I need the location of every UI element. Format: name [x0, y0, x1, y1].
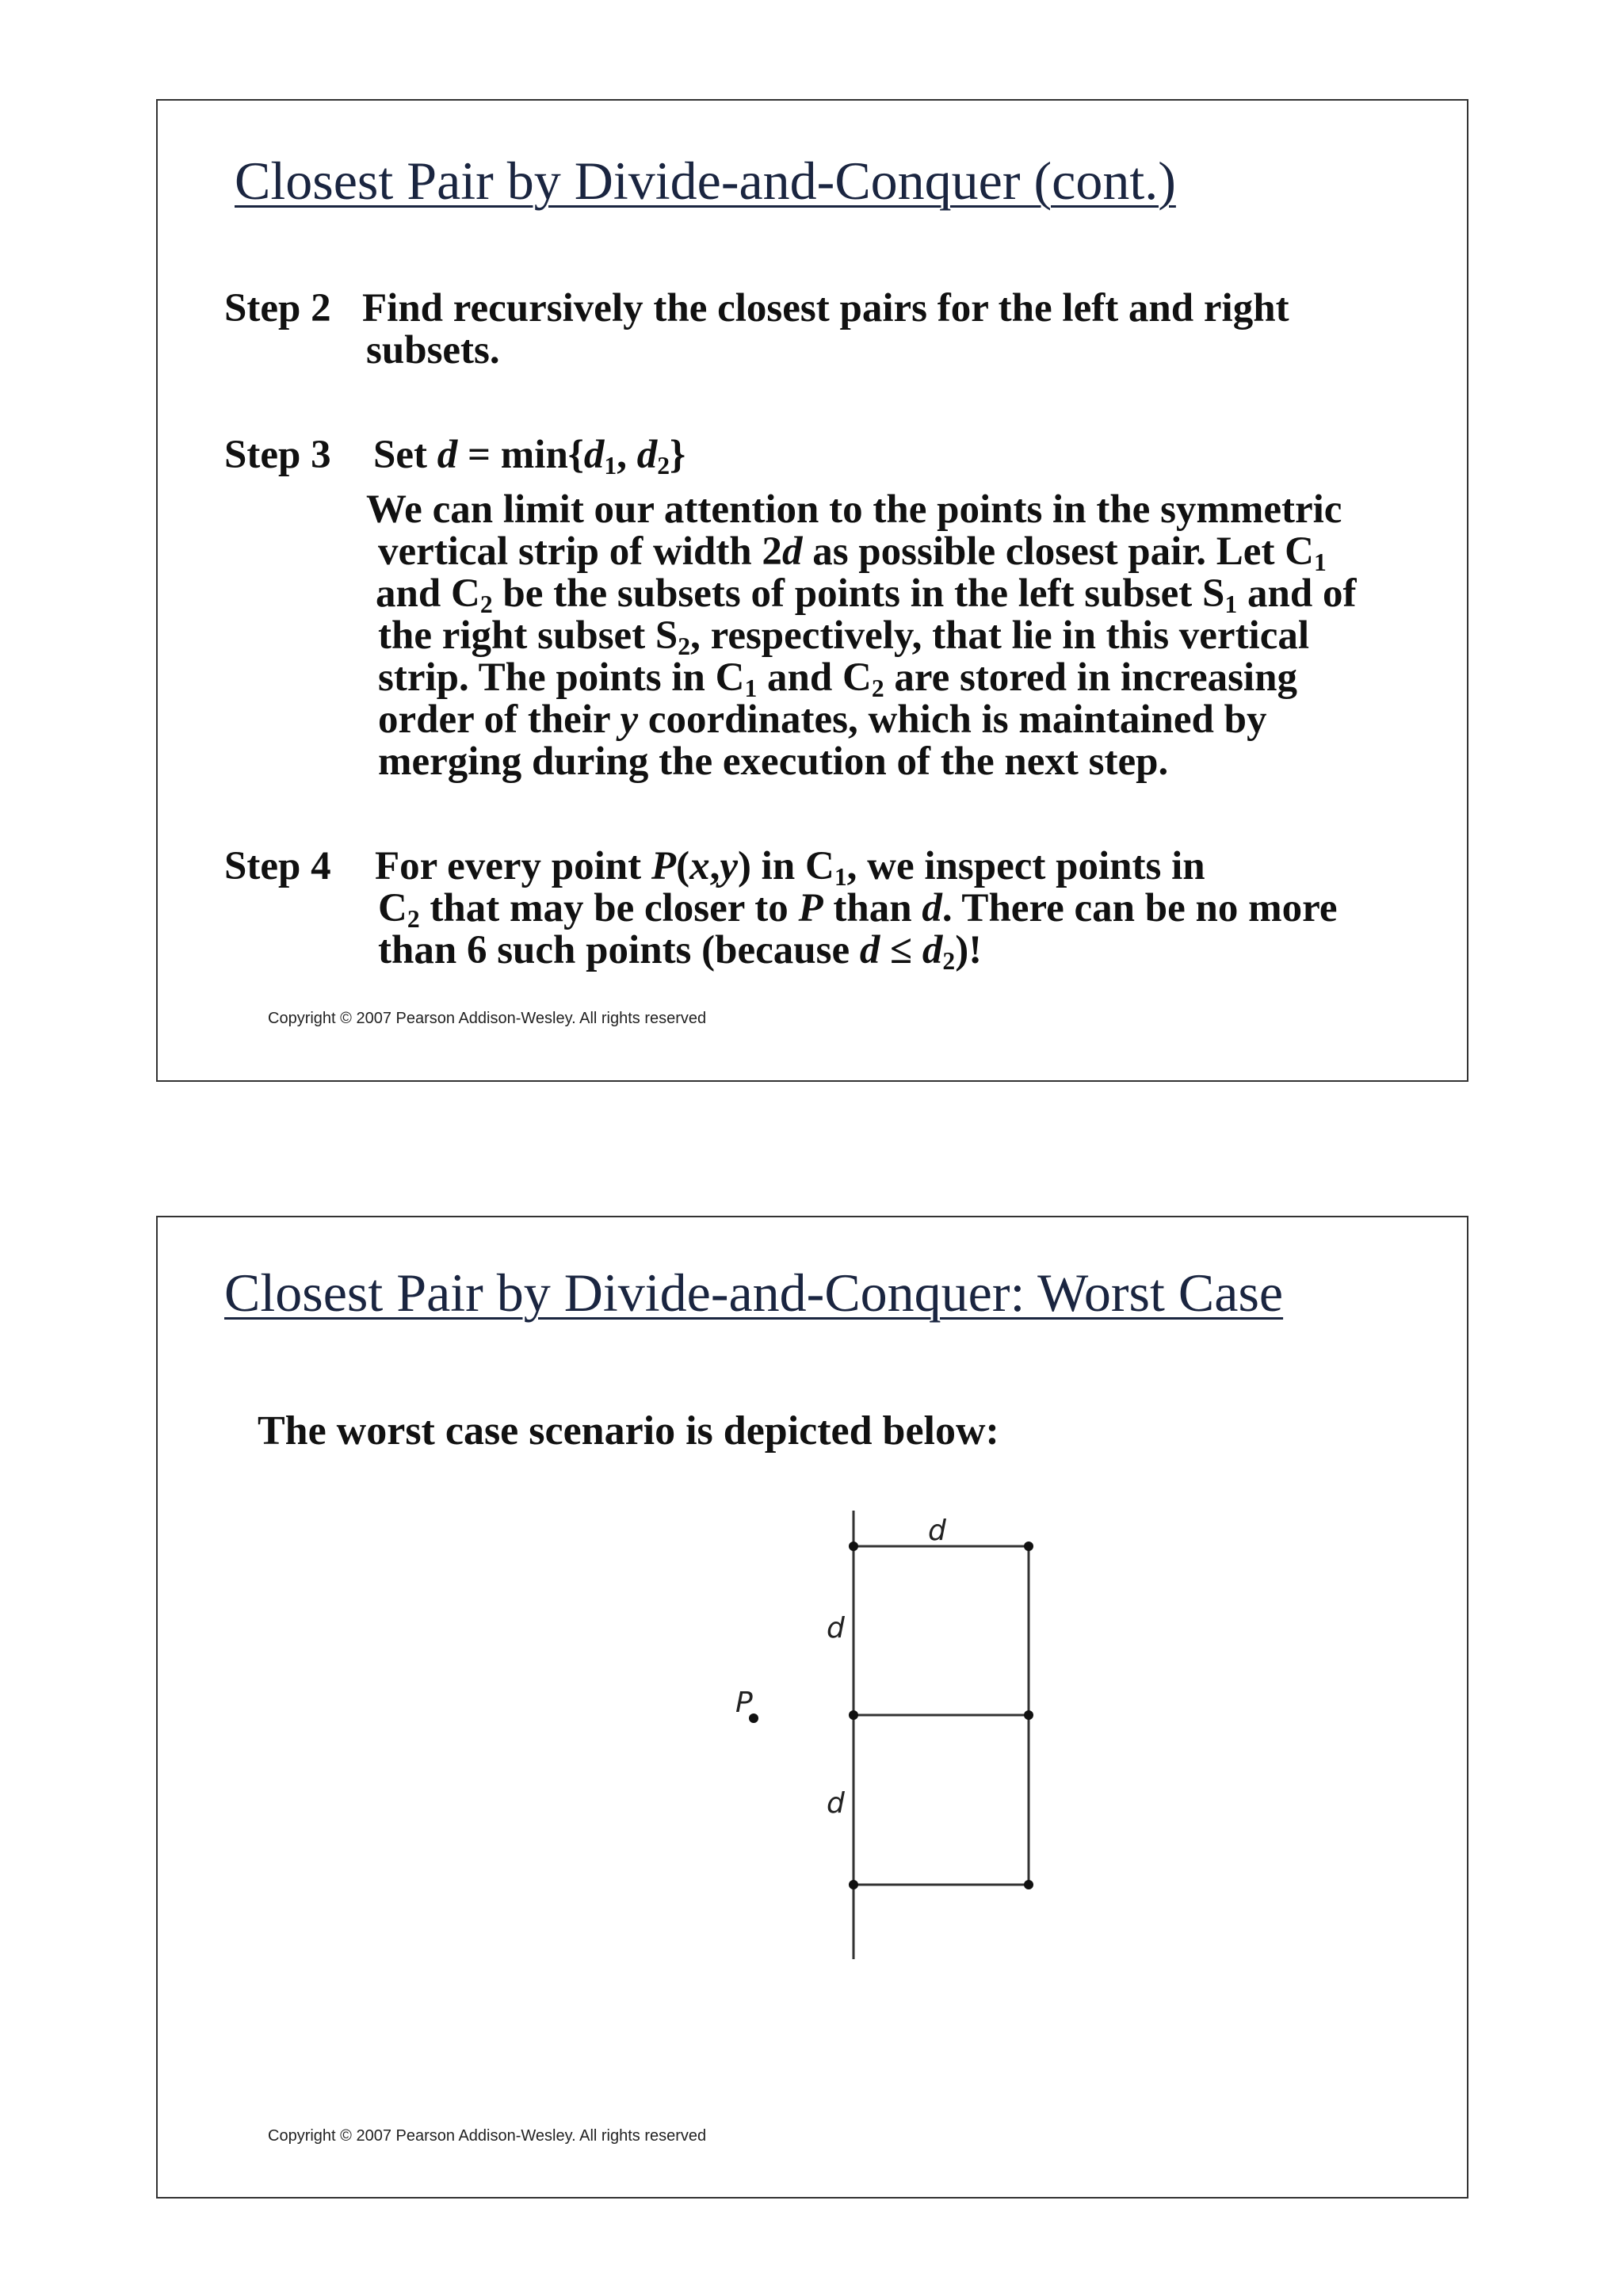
width-d-label: d: [928, 1515, 946, 1547]
step2-line2: subsets.: [366, 328, 500, 372]
step3-label: Step 3: [224, 433, 331, 477]
step3-formula: Set $d = \min\{d_1$, $d_2$}: [373, 433, 686, 479]
point-p-label: P: [735, 1687, 753, 1719]
step3-line3: and $C_2$ be the subsets of points in the left subset $S_1$ and of: [376, 571, 1357, 618]
copyright-notice: Copyright © 2007 Pearson Addison-Wesley. All rights reserved: [268, 1010, 707, 1027]
step3-line4: the right subset $S_2$, respectively, that lie in this vertical: [378, 613, 1310, 660]
step4-line1: For every point P(x,y) in $C_1$, we inspect points in: [375, 844, 1205, 891]
worst-case-diagram: [158, 1217, 1467, 2197]
lower-height-d-label: d: [827, 1787, 845, 1820]
step4-line2: $C_2$ that may be closer to P than d. There can be no more: [378, 886, 1338, 933]
point-marker: [849, 1541, 858, 1551]
point-marker: [1024, 1710, 1033, 1720]
step3-line5: strip. The points in $C_1$ and $C_2$ are stored in increasing: [378, 655, 1297, 702]
step3-line2: vertical strip of width 2d as possible closest pair. Let $C_1$: [378, 529, 1327, 576]
slide-title: Closest Pair by Divide-and-Conquer (cont.): [235, 151, 1176, 211]
point-marker: [849, 1710, 858, 1720]
slide-closest-pair-cont: [156, 99, 1468, 1082]
slide-title: Closest Pair by Divide-and-Conquer: Worst Case: [224, 1263, 1284, 1323]
step4-label: Step 4: [224, 844, 331, 888]
step3-line6: order of their y coordinates, which is maintained by: [378, 697, 1267, 742]
step2-label: Step 2: [224, 286, 331, 330]
step4-line3: than 6 such points (because $d \le d_2$)!: [378, 928, 983, 975]
upper-height-d-label: d: [827, 1612, 845, 1645]
point-marker: [849, 1880, 858, 1889]
step3-line1: We can limit our attention to the points in the symmetric: [366, 487, 1342, 532]
slide-worst-case: [156, 1216, 1468, 2199]
copyright-notice: Copyright © 2007 Pearson Addison-Wesley. All rights reserved: [268, 2127, 707, 2145]
point-marker: [1024, 1541, 1033, 1551]
step3-line7: merging during the execution of the next step.: [378, 739, 1169, 784]
step2-line1: Find recursively the closest pairs for the left and right: [362, 286, 1289, 330]
point-marker: [1024, 1880, 1033, 1889]
intro-text: The worst case scenario is depicted below:: [258, 1408, 999, 1454]
